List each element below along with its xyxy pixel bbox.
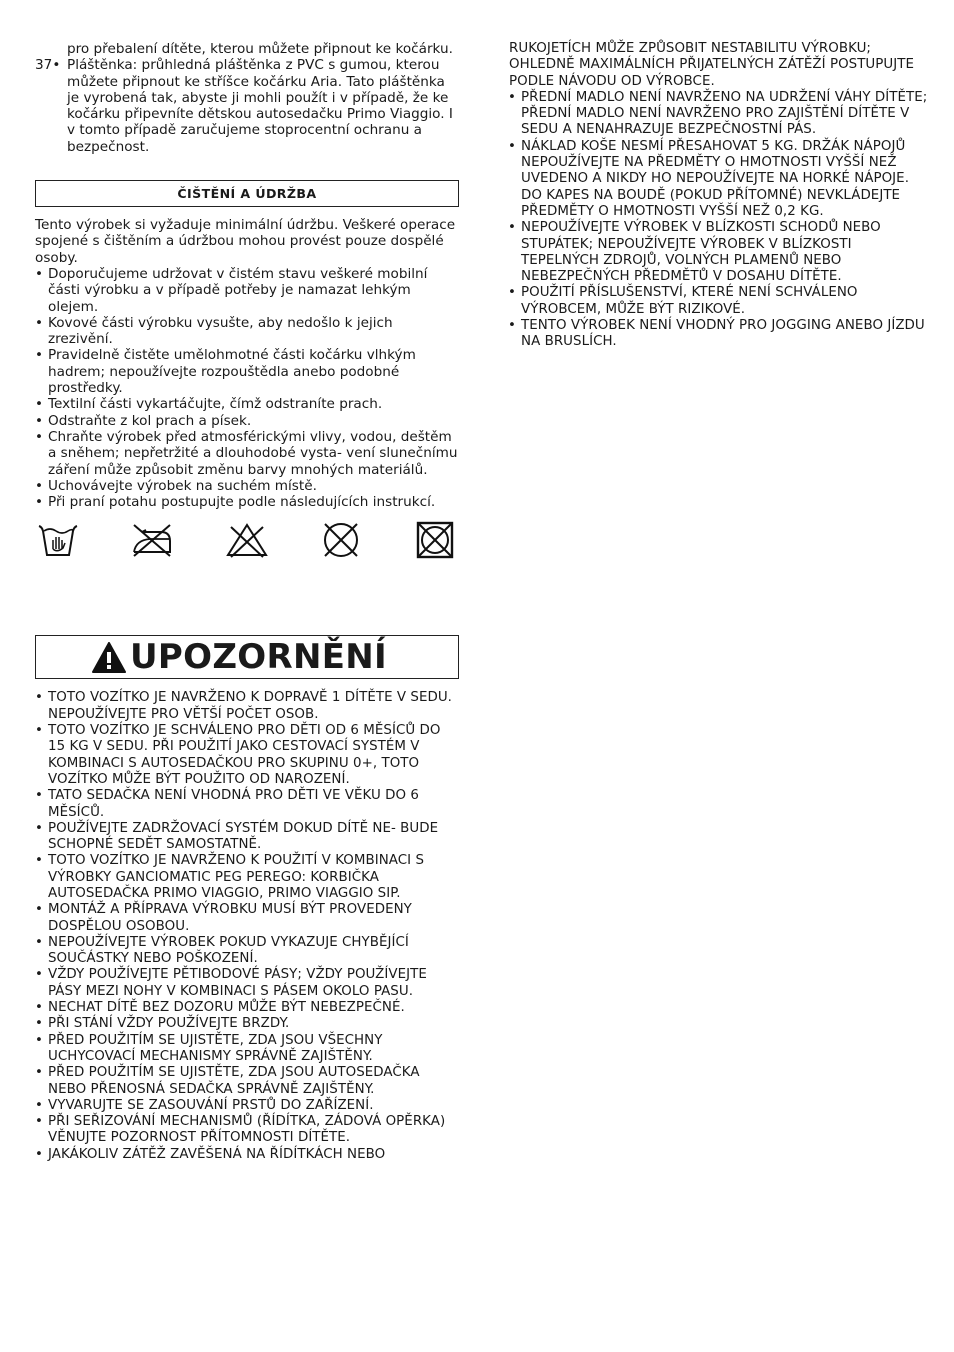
cleaning-list (35, 266, 459, 510)
list-item: • PŘI STÁNÍ VŽDY POUŽÍVEJTE BRZDY. (35, 1016, 459, 1032)
warning-triangle-icon (92, 642, 126, 673)
list-item: • PŘEDNÍ MADLO NENÍ NAVRŽENO NA UDRŽENÍ VÁHY DÍTĚTE; PŘEDNÍ MADLO NENÍ NAVRŽENO PRO ZAJIŠTĚNÍ DÍTĚTE V SEDU A NENAHRAZUJE BEZPEČNOSTNÍ PÁS. (508, 90, 928, 139)
list-item: • TOTO VOZÍTKO JE NAVRŽENO K POUŽITÍ V KOMBINACI S VÝROBKY GANCIOMATIC PEG PEREGO: KORBIČKA AUTOSEDAČKA PRIMO VIAGGIO, PRIMO VIAGGIO SIP. (35, 853, 459, 902)
list-item: • Při praní potahu postupujte podle následujících instrukcí. (35, 494, 459, 510)
warning-list-right (508, 90, 928, 351)
list-item: • PŘED POUŽITÍM SE UJISTĚTE, ZDA JSOU VŠECHNY UCHYCOVACÍ MECHANISMY SPRÁVNĚ ZAJIŠTĚNY. (35, 1033, 459, 1066)
no-dry-clean-icon (319, 521, 363, 559)
list-item: • Odstraňte z kol prach a písek. (35, 413, 459, 429)
right-column (508, 0, 928, 351)
list-item: • NÁKLAD KOŠE NESMÍ PŘESAHOVAT 5 KG. DRŽÁK NÁPOJŮ NEPOUŽÍVEJTE NA PŘEDMĚTY O HMOTNOSTI VYŠŠÍ NEŽ UVEDENO A NIKDY HO NEPOUŽÍVEJTE NA HORKÉ NÁPOJE. DO KAPES NA BOUDĚ (POKUD PŘÍTOMNÉ) NEVKLÁDEJTE PŘEDMĚTY O HMOTNOSTI VYŠŠÍ NEŽ 0,2 KG. (508, 139, 928, 220)
item-37 (35, 57, 459, 155)
hand-wash-icon (36, 521, 80, 559)
warning-continuation: RUKOJETÍCH MŮŽE ZPŮSOBIT NESTABILITU VÝROBKU; OHLEDNĚ MAXIMÁLNÍCH PŘIJATELNÝCH ZÁTĚŽÍ POSTUPUJTE PODLE NÁVODU OD VÝROBCE. (509, 41, 915, 89)
list-item: • TENTO VÝROBEK NENÍ VHODNÝ PRO JOGGING ANEBO JÍZDU NA BRUSLÍCH. (508, 318, 928, 351)
list-item: • TATO SEDAČKA NENÍ VHODNÁ PRO DĚTI VE VĚKU DO 6 MĚSÍCŮ. (35, 788, 459, 821)
list-item: • NEPOUŽÍVEJTE VÝROBEK POKUD VYKAZUJE CHYBĚJÍCÍ SOUČÁSTKY NEBO POŠKOZENÍ. (35, 935, 459, 968)
list-item: • Kovové části výrobku vysušte, aby nedošlo k jejich zrezivění. (35, 315, 459, 348)
list-item: • MONTÁŽ A PŘÍPRAVA VÝROBKU MUSÍ BÝT PROVEDENY DOSPĚLOU OSOBOU. (35, 902, 459, 935)
no-bleach-icon (225, 521, 269, 559)
list-item: • POUŽITÍ PŘÍSLUŠENSTVÍ, KTERÉ NENÍ SCHVÁLENO VÝROBCEM, MŮŽE BÝT RIZIKOVÉ. (508, 285, 928, 318)
item-37-text: Pláštěnka: průhledná pláštěnka z PVC s gumou, kterou můžete připnout ke stříšce kočárku Aria. Tato pláštěnka je vyrobená tak, abyste ji mohli použít i v případě, že ke kočárku připevníte dětskou autosedačku Primo Viaggio. I v tomto případě zaručujeme stoprocentní ochranu a bezpečnost. (67, 57, 453, 155)
warning-heading (35, 635, 459, 679)
item-37-number: 37• (35, 57, 61, 74)
list-item: • NEPOUŽÍVEJTE VÝROBEK V BLÍZKOSTI SCHODŮ NEBO STUPÁTEK; NEPOUŽÍVEJTE VÝROBEK V BLÍZKOSTI TEPELNÝCH ZDROJŮ, VOLNÝCH PLAMENŮ NEBO NEBEZPEČNÝCH PŘEDMĚTŮ V DOSAHU DÍTĚTE. (508, 220, 928, 285)
list-item: • Uchovávejte výrobek na suchém místě. (35, 478, 459, 494)
no-ironing-icon (130, 521, 174, 559)
list-item: • VYVARUJTE SE ZASOUVÁNÍ PRSTŮ DO ZAŘÍZENÍ. (35, 1098, 459, 1114)
left-column (35, 0, 459, 1163)
intro-continuation: pro přebalení dítěte, kterou můžete připnout ke kočárku. (67, 41, 453, 57)
list-item: • TOTO VOZÍTKO JE SCHVÁLENO PRO DĚTI OD 6 MĚSÍCŮ DO 15 KG V SEDU. PŘI POUŽITÍ JAKO CESTOVACÍ SYSTÉM V KOMBINACI S AUTOSEDAČKOU PRO SKUPINU 0+, TOTO VOZÍTKO MŮŽE BÝT POUŽITO OD NAROZENÍ. (35, 723, 459, 788)
list-item: • POUŽÍVEJTE ZADRŽOVACÍ SYSTÉM DOKUD DÍTĚ NE- BUDE SCHOPNÉ SEDĚT SAMOSTATNĚ. (35, 821, 459, 854)
cleaning-intro: Tento výrobek si vyžaduje minimální údržbu. Veškeré operace spojené s čištěním a údržbou mohou provést pouze dospělé osoby. (35, 217, 456, 266)
care-symbols (35, 520, 459, 560)
no-tumble-dry-icon (413, 521, 457, 559)
list-item: • NECHAT DÍTĚ BEZ DOZORU MŮŽE BÝT NEBEZPEČNÉ. (35, 1000, 459, 1016)
list-item-extra: NEPOUŽÍVEJTE PRO VĚTŠÍ POČET OSOB. (48, 706, 319, 722)
list-item: • Textilní části vykartáčujte, čímž odstraníte prach. (35, 396, 459, 412)
list-item: • TOTO VOZÍTKO JE NAVRŽENO K DOPRAVĚ 1 DÍTĚTE V SEDU. NEPOUŽÍVEJTE PRO VĚTŠÍ POČET OSOB. (35, 690, 459, 723)
list-item: • JAKÁKOLIV ZÁTĚŽ ZAVĚŠENÁ NA ŘÍDÍTKÁCH NEBO (35, 1147, 459, 1163)
list-item: • Doporučujeme udržovat v čistém stavu veškeré mobilní části výrobku a v případě potřeby je namazat lehkým olejem. (35, 266, 459, 315)
cleaning-heading: ČIŠTĚNÍ A ÚDRŽBA (35, 180, 459, 207)
list-item: • Pravidelně čistěte umělohmotné části kočárku vlhkým hadrem; nepoužívejte rozpouštědla anebo podobné prostředky. (35, 347, 459, 396)
list-item: • PŘI SEŘIZOVÁNÍ MECHANISMŮ (ŘÍDÍTKA, ZÁDOVÁ OPĚRKA) VĚNUJTE POZORNOST PŘÍTOMNOSTI DÍTĚTE. (35, 1114, 459, 1147)
list-item: • Chraňte výrobek před atmosférickými vlivy, vodou, deštěm a sněhem; nepřetržité a dlouhodobé vysta- vení slunečnímu záření může způsobit změnu barvy mnohých materiálů. (35, 429, 459, 478)
list-item: • VŽDY POUŽÍVEJTE PĚTIBODOVÉ PÁSY; VŽDY POUŽÍVEJTE PÁSY MEZI NOHY V KOMBINACI S PÁSEM OKOLO PASU. (35, 967, 459, 1000)
warning-title: UPOZORNĚNÍ (130, 637, 387, 678)
list-item: • PŘED POUŽITÍM SE UJISTĚTE, ZDA JSOU AUTOSEDAČKA NEBO PŘENOSNÁ SEDAČKA SPRÁVNĚ ZAJIŠTĚNY. (35, 1065, 459, 1098)
warning-list-left (35, 690, 459, 1163)
